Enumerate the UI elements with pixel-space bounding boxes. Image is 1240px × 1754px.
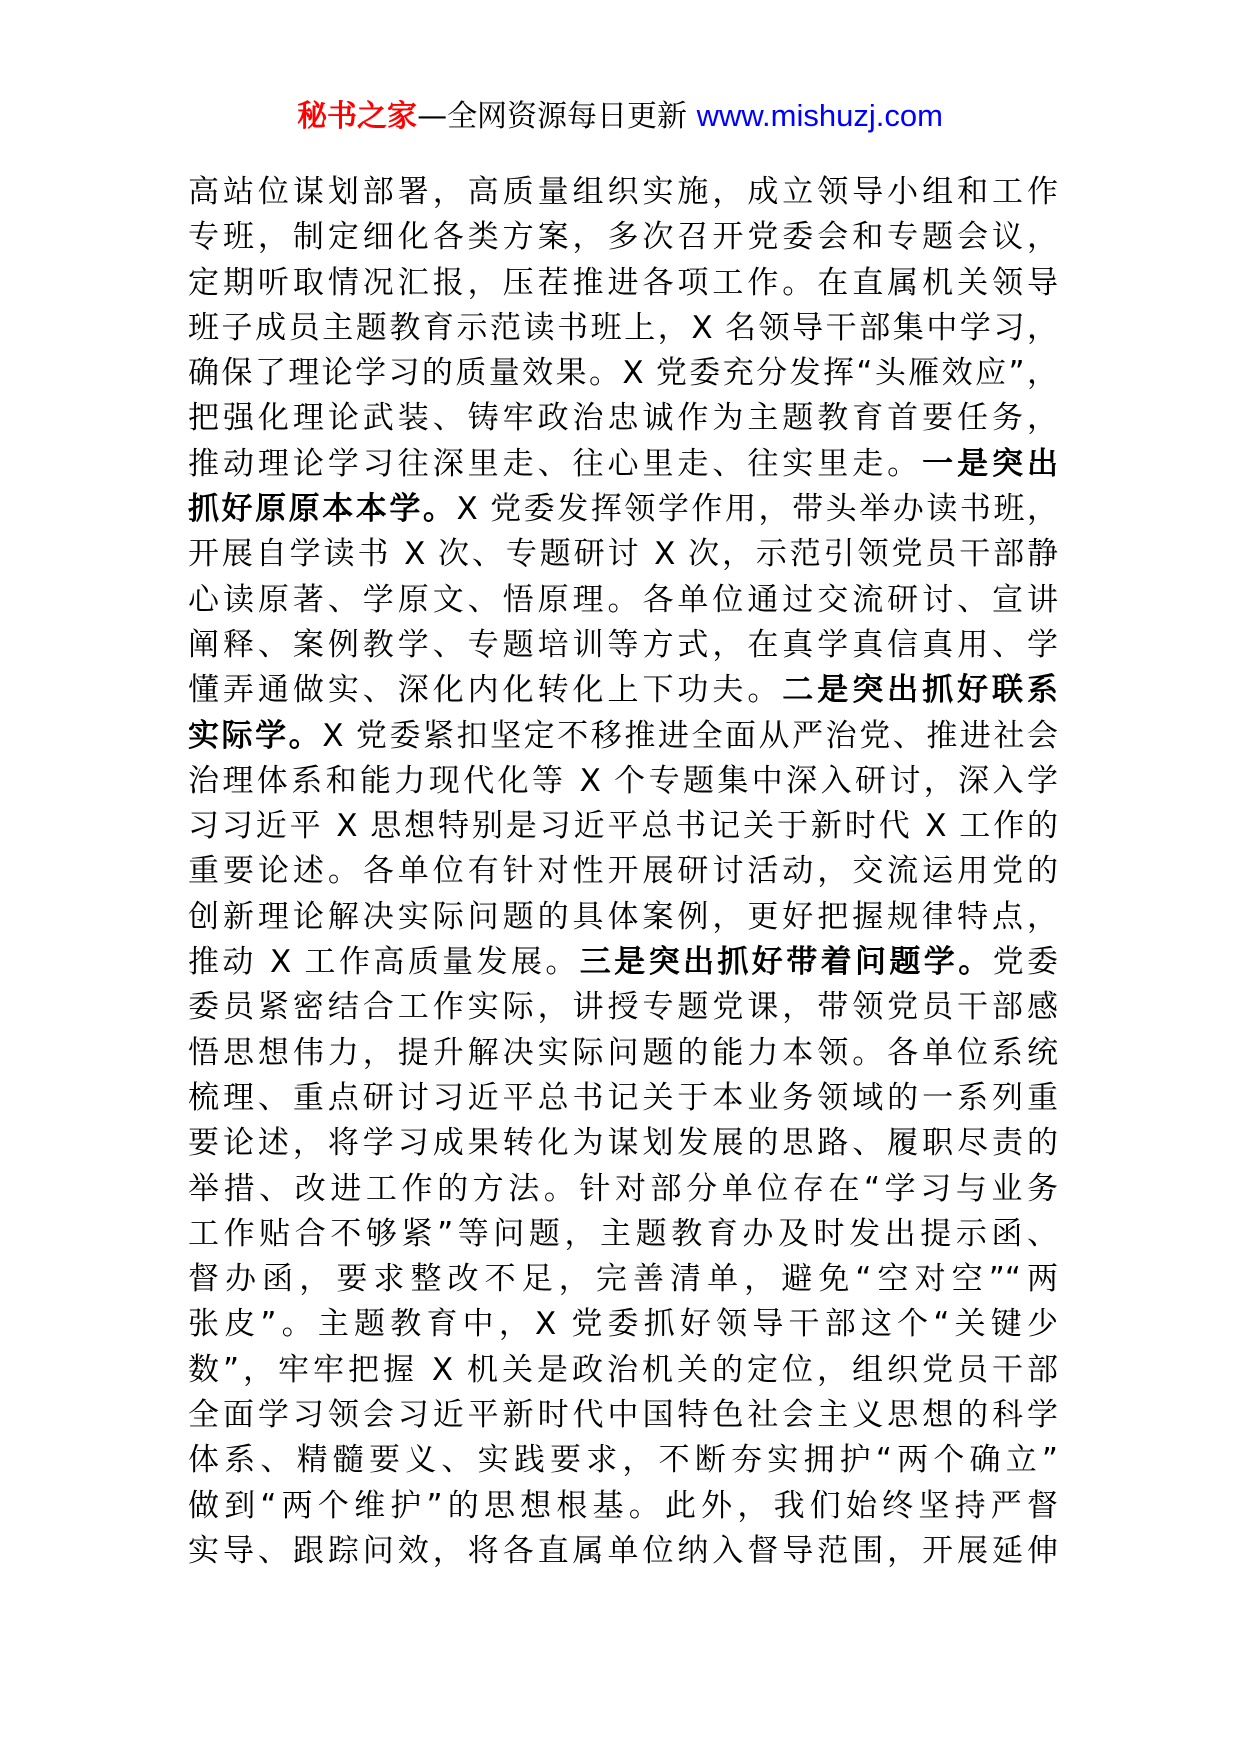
- text-line: [188, 1529, 1058, 1574]
- line-text: 梳理、重点研讨习近平总书记关于本业务领域的一系列重: [188, 1079, 1058, 1116]
- line-text: 做到“两个维护”的思想根基。此外，我们始终坚持严督: [188, 1487, 1058, 1524]
- line-text: 推动 X 工作高质量发展。: [188, 944, 580, 981]
- line-text: 治理体系和能力现代化等 X 个专题集中深入研讨，深入学: [188, 762, 1058, 799]
- text-line: [188, 532, 1058, 577]
- text-line: [188, 940, 1058, 985]
- line-text: 确保了理论学习的质量效果。X 党委充分发挥“头雁效应”，: [188, 355, 1058, 392]
- line-text: 心读原著、学原文、悟原理。各单位通过交流研讨、宣讲: [188, 581, 1058, 618]
- text-line: [188, 1076, 1058, 1121]
- line-bold-heading: 实际学。: [188, 717, 323, 754]
- line-text: 把强化理论武装、铸牢政治忠诚作为主题教育首要任务，: [188, 400, 1058, 437]
- line-text: 开展自学读书 X 次、专题研讨 X 次，示范引领党员干部静: [188, 536, 1058, 573]
- line-bold-heading: 一是突出: [922, 445, 1058, 482]
- text-line: [188, 985, 1058, 1030]
- line-text: 懂弄通做实、深化内化转化上下功夫。: [188, 672, 783, 709]
- line-text: 委员紧密结合工作实际，讲授专题党课，带领党员干部感: [188, 989, 1058, 1026]
- line-text: 重要论述。各单位有针对性开展研讨活动，交流运用党的: [188, 853, 1058, 890]
- text-line: [188, 895, 1058, 940]
- line-text: 推动理论学习往深里走、往心里走、往实里走。: [188, 445, 923, 482]
- text-line: [188, 1257, 1058, 1302]
- line-text: 体系、精髓要义、实践要求，不断夯实拥护“两个确立”: [188, 1442, 1058, 1479]
- text-line: [188, 804, 1058, 849]
- text-line: [188, 714, 1058, 759]
- text-line: [188, 1167, 1058, 1212]
- line-text: 实导、跟踪问效，将各直属单位纳入督导范围，开展延伸: [188, 1532, 1058, 1569]
- site-brand-name: 秘书之家: [297, 99, 418, 134]
- line-text: 定期听取情况汇报，压茬推进各项工作。在直属机关领导: [188, 264, 1058, 301]
- line-text: 阐释、案例教学、专题培训等方式，在真学真信真用、学: [188, 626, 1058, 663]
- line-text: 全面学习领会习近平新时代中国特色社会主义思想的科学: [188, 1397, 1058, 1434]
- line-text: 悟思想伟力，提升解决实际问题的能力本领。各单位系统: [188, 1034, 1058, 1071]
- line-text: 举措、改进工作的方法。针对部分单位存在“学习与业务: [188, 1170, 1058, 1207]
- site-watermark-header: [0, 96, 1240, 137]
- text-line: [188, 1348, 1058, 1393]
- text-line: [188, 1438, 1058, 1483]
- line-text: 工作贴合不够紧”等问题，主题教育办及时发出提示函、: [188, 1215, 1058, 1252]
- text-line: [188, 215, 1058, 260]
- text-line: [188, 668, 1058, 713]
- text-line: [188, 1031, 1058, 1076]
- text-line: [188, 578, 1058, 623]
- text-line: [188, 442, 1058, 487]
- line-text: 创新理论解决实际问题的具体案例，更好把握规律特点，: [188, 898, 1058, 935]
- text-line: [188, 170, 1058, 215]
- text-line: [188, 1302, 1058, 1347]
- line-bold-heading: 三是突出抓好带着问题学。: [579, 944, 993, 981]
- line-text: 专班，制定细化各类方案，多次召开党委会和专题会议，: [188, 219, 1058, 256]
- text-line: [188, 1212, 1058, 1257]
- line-text-tail: 党委: [992, 944, 1059, 981]
- line-text: 高站位谋划部署，高质量组织实施，成立领导小组和工作: [188, 174, 1058, 210]
- text-line: [188, 487, 1058, 532]
- document-body: [188, 170, 1058, 1574]
- line-text: 数”，牢牢把握 X 机关是政治机关的定位，组织党员干部: [188, 1351, 1058, 1388]
- site-tagline: —全网资源每日更新: [417, 99, 697, 134]
- text-line: [188, 396, 1058, 441]
- text-line: [188, 849, 1058, 894]
- text-line: [188, 1121, 1058, 1166]
- text-line: [188, 351, 1058, 396]
- line-text: 习习近平 X 思想特别是习近平总书记关于新时代 X 工作的: [188, 808, 1058, 845]
- line-bold-heading: 抓好原原本本学。: [188, 491, 457, 528]
- site-url-link[interactable]: www.mishuzj.com: [696, 98, 943, 133]
- text-line: [188, 1484, 1058, 1529]
- line-text: 张皮”。主题教育中，X 党委抓好领导干部这个“关键少: [188, 1306, 1058, 1343]
- text-line: [188, 261, 1058, 306]
- line-text: X 党委紧扣坚定不移推进全面从严治党、推进社会: [322, 717, 1059, 754]
- text-line: [188, 759, 1058, 804]
- text-line: [188, 1393, 1058, 1438]
- line-text: 督办函，要求整改不足，完善清单，避免“空对空”“两: [188, 1261, 1058, 1298]
- line-text: 班子成员主题教育示范读书班上，X 名领导干部集中学习，: [188, 309, 1058, 346]
- line-text: 要论述，将学习成果转化为谋划发展的思路、履职尽责的: [188, 1125, 1058, 1162]
- text-line: [188, 306, 1058, 351]
- line-bold-heading: 二是突出抓好联系: [782, 672, 1059, 709]
- text-line: [188, 623, 1058, 668]
- line-text: X 党委发挥领学作用，带头举办读书班，: [456, 491, 1058, 528]
